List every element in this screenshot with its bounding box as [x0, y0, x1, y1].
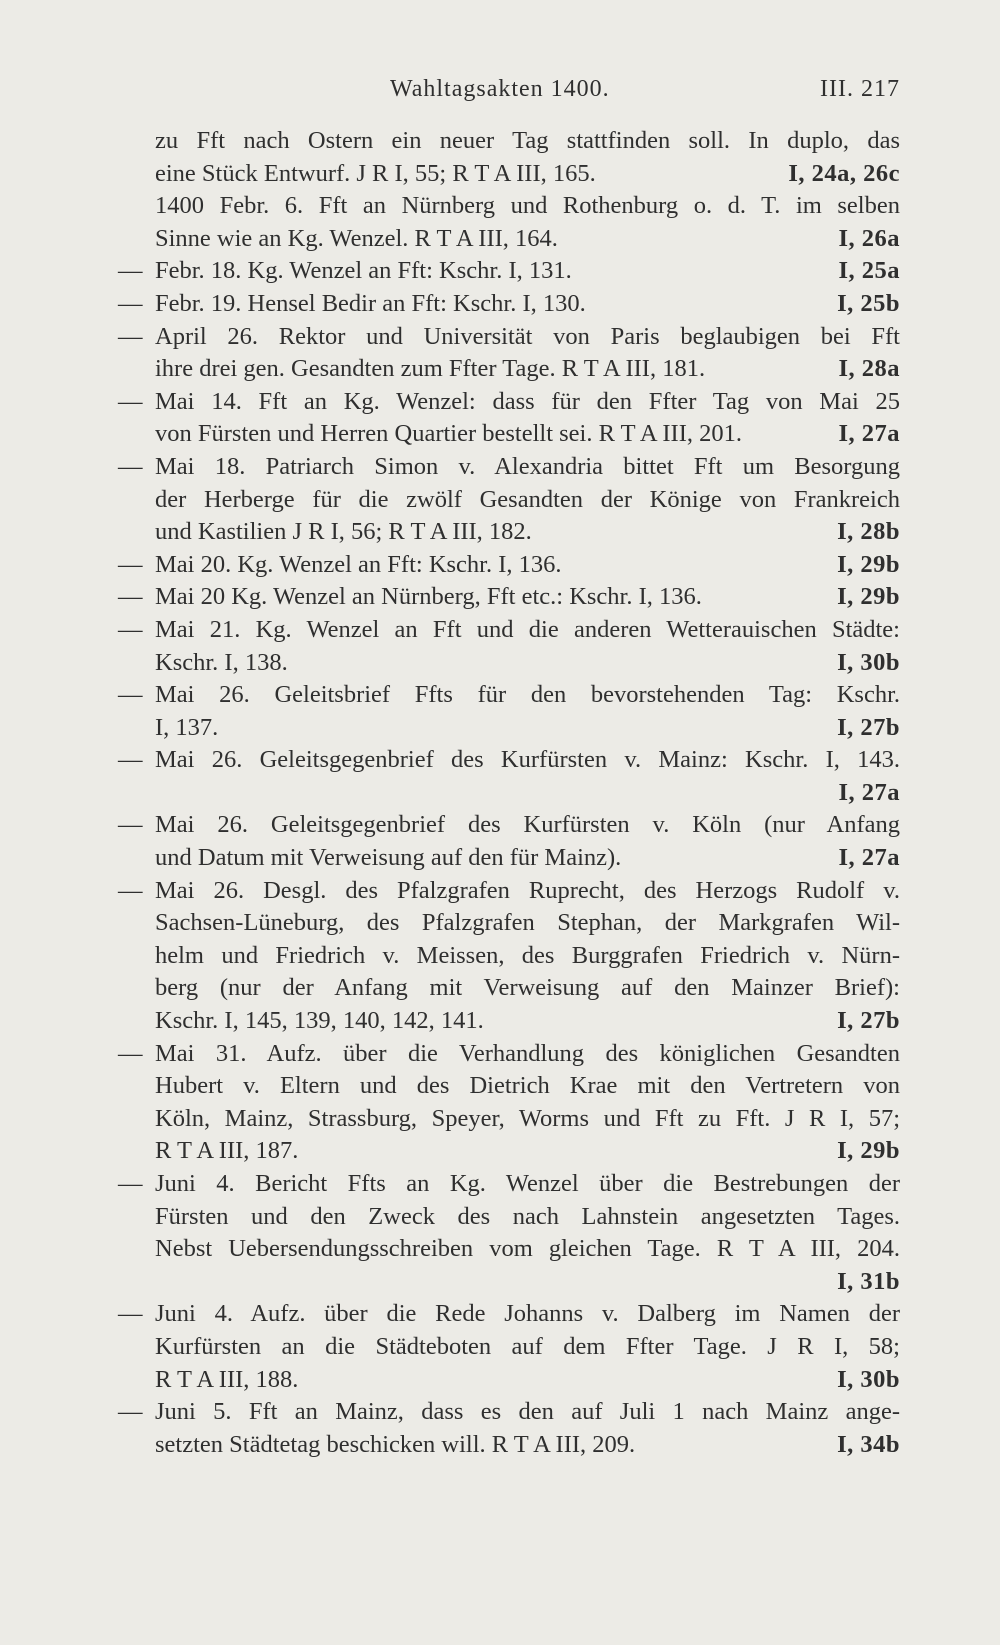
entry-text: Mai 20. Kg. Wenzel an Fft: Kschr. I, 136.: [155, 550, 562, 578]
entry-line: [118, 744, 900, 777]
entry-text: Mai 18. Patriarch Simon v. Alexandria bittet Fft um Besorgung: [155, 452, 900, 480]
entry-line: [118, 288, 900, 321]
entry-text: R T A III, 187.: [155, 1137, 299, 1165]
entry-text: und Kastilien J R I, 56; R T A III, 182.: [155, 518, 532, 546]
register-entries: [118, 125, 900, 1461]
entry-reference: I, 34b: [837, 1430, 900, 1458]
header-title: Wahltagsakten 1400.: [390, 76, 610, 102]
entry-line: [118, 1103, 900, 1136]
entry-line: [118, 1135, 900, 1168]
entry-line: [118, 516, 900, 549]
entry-line: [118, 1298, 900, 1331]
entry-text: ihre drei gen. Gesandten zum Ffter Tage. R T A III, 181.: [155, 355, 706, 383]
entry-reference: I, 26a: [838, 224, 900, 252]
entry-reference: I, 28b: [837, 518, 900, 546]
entry-line: [118, 386, 900, 419]
entry-line: [118, 581, 900, 614]
entry-line: [118, 1201, 900, 1234]
entry-text: von Fürsten und Herren Quartier bestellt sei. R T A III, 201.: [155, 420, 742, 448]
entry-text: Sinne wie an Kg. Wenzel. R T A III, 164.: [155, 224, 558, 252]
entry-line: [118, 125, 900, 158]
entry-text: Mai 20 Kg. Wenzel an Nürnberg, Fft etc.: Kschr. I, 136.: [155, 583, 702, 611]
entry-line: [118, 647, 900, 680]
entry-line: [118, 1070, 900, 1103]
entry-reference: I, 25b: [837, 289, 900, 317]
entry-text: I, 137.: [155, 713, 219, 741]
entry-line: [118, 484, 900, 517]
entry-text: Fürsten und den Zweck des nach Lahnstein angesetzten Tages.: [155, 1202, 900, 1230]
entry-line: [118, 549, 900, 582]
entry-text: eine Stück Entwurf. J R I, 55; R T A III, 165.: [155, 159, 596, 187]
entry-text: Mai 14. Fft an Kg. Wenzel: dass für den Ffter Tag von Mai 25: [155, 387, 900, 415]
entry-text: Juni 5. Fft an Mainz, dass es den auf Juli 1 nach Mainz ange-: [155, 1398, 900, 1426]
entry-line: [118, 1331, 900, 1364]
entry-dash: —: [118, 876, 143, 904]
entry-line: [118, 1168, 900, 1201]
entry-text: Mai 26. Geleitsgegenbrief des Kurfürsten v. Mainz: Kschr. I, 143.: [155, 746, 900, 774]
entry-dash: —: [118, 1170, 143, 1197]
entry-text: der Herberge für die zwölf Gesandten der Könige von Frankreich: [155, 485, 900, 513]
entry-line: [118, 190, 900, 223]
entry-text: Febr. 18. Kg. Wenzel an Fft: Kschr. I, 131.: [155, 257, 572, 285]
entry-line: [118, 972, 900, 1005]
entry-line: [118, 777, 900, 810]
entry-dash: —: [118, 387, 143, 415]
entry-dash: —: [118, 1398, 143, 1426]
entry-dash: —: [118, 681, 143, 709]
running-header: [155, 70, 900, 110]
entry-text: Kschr. I, 145, 139, 140, 142, 141.: [155, 1007, 484, 1035]
entry-text: Kurfürsten an die Städteboten auf dem Ffter Tage. J R I, 58;: [155, 1332, 900, 1360]
entry-line: [118, 1233, 900, 1266]
entry-line: [118, 907, 900, 940]
entry-line: [118, 842, 900, 875]
entry-text: Mai 26. Geleitsgegenbrief des Kurfürsten v. Köln (nur Anfang: [155, 811, 900, 839]
entry-line: [118, 1038, 900, 1071]
entry-reference: I, 27a: [838, 778, 900, 806]
entry-text: helm und Friedrich v. Meissen, des Burggrafen Friedrich v. Nürn-: [155, 941, 900, 969]
entry-reference: I, 29b: [837, 583, 900, 611]
entry-text: Hubert v. Eltern und des Dietrich Krae mit den Vertretern von: [155, 1072, 900, 1100]
entry-text: Kschr. I, 138.: [155, 648, 288, 676]
entry-dash: —: [118, 257, 143, 285]
entry-text: Köln, Mainz, Strassburg, Speyer, Worms und Fft zu Fft. J R I, 57;: [155, 1104, 900, 1132]
entry-line: [118, 223, 900, 256]
entry-line: [118, 158, 900, 191]
entry-text: April 26. Rektor und Universität von Paris beglaubigen bei Fft: [155, 322, 900, 350]
entry-dash: —: [118, 1300, 143, 1328]
entry-text: Nebst Uebersendungsschreiben vom gleichen Tage. R T A III, 204.: [155, 1235, 900, 1263]
entry-line: [118, 1005, 900, 1038]
entry-reference: I, 27b: [837, 1007, 900, 1035]
entry-reference: I, 25a: [838, 257, 900, 285]
entry-line: [118, 451, 900, 484]
entry-text: Sachsen-Lüneburg, des Pfalzgrafen Stephan, der Markgrafen Wil-: [155, 909, 900, 937]
entry-text: Mai 26. Geleitsbrief Ffts für den bevorstehenden Tag: Kschr.: [155, 681, 900, 709]
entry-reference: I, 27a: [838, 420, 900, 448]
entry-line: [118, 1396, 900, 1429]
entry-text: zu Fft nach Ostern ein neuer Tag stattfinden soll. In duplo, das: [155, 127, 900, 154]
entry-text: Mai 31. Aufz. über die Verhandlung des königlichen Gesandten: [155, 1039, 900, 1067]
entry-text: Juni 4. Aufz. über die Rede Johanns v. Dalberg im Namen der: [155, 1300, 900, 1328]
entry-text: Juni 4. Bericht Ffts an Kg. Wenzel über die Bestrebungen der: [155, 1170, 900, 1197]
entry-reference: I, 27b: [837, 713, 900, 741]
entry-text: Mai 21. Kg. Wenzel an Fft und die anderen Wetterauischen Städte:: [155, 615, 900, 643]
entry-line: [118, 809, 900, 842]
entry-line: [118, 940, 900, 973]
page-number: III. 217: [820, 76, 900, 102]
entry-dash: —: [118, 811, 143, 839]
entry-text: Febr. 19. Hensel Bedir an Fft: Kschr. I, 130.: [155, 289, 586, 317]
entry-reference: I, 27a: [838, 844, 900, 872]
entry-line: [118, 614, 900, 647]
entry-reference: I, 24a, 26c: [788, 159, 900, 187]
entry-line: [118, 255, 900, 288]
entry-dash: —: [118, 746, 143, 774]
entry-reference: I, 30b: [837, 1365, 900, 1393]
entry-dash: —: [118, 322, 143, 350]
entry-text: setzten Städtetag beschicken will. R T A III, 209.: [155, 1430, 636, 1458]
entry-reference: I, 28a: [838, 355, 900, 383]
entry-dash: —: [118, 1039, 143, 1067]
entry-text: R T A III, 188.: [155, 1365, 299, 1393]
entry-dash: —: [118, 615, 143, 643]
entry-dash: —: [118, 583, 143, 611]
entry-reference: I, 29b: [837, 550, 900, 578]
entry-reference: I, 29b: [837, 1137, 900, 1165]
entry-reference: I, 31b: [837, 1267, 900, 1295]
entry-text: Mai 26. Desgl. des Pfalzgrafen Ruprecht, des Herzogs Rudolf v.: [155, 876, 900, 904]
entry-line: [118, 1429, 900, 1462]
entry-dash: —: [118, 289, 143, 317]
entry-dash: —: [118, 550, 143, 578]
entry-text: und Datum mit Verweisung auf den für Mainz).: [155, 844, 622, 872]
entry-line: [118, 679, 900, 712]
entry-line: [118, 1364, 900, 1397]
entry-reference: I, 30b: [837, 648, 900, 676]
entry-line: [118, 321, 900, 354]
entry-line: [118, 353, 900, 386]
entry-line: [118, 712, 900, 745]
entry-text: berg (nur der Anfang mit Verweisung auf den Mainzer Brief):: [155, 974, 900, 1002]
entry-dash: —: [118, 452, 143, 480]
entry-line: [118, 418, 900, 451]
entry-text: 1400 Febr. 6. Fft an Nürnberg und Rothenburg o. d. T. im selben: [155, 192, 900, 220]
entry-line: [118, 875, 900, 908]
entry-line: [118, 1266, 900, 1299]
